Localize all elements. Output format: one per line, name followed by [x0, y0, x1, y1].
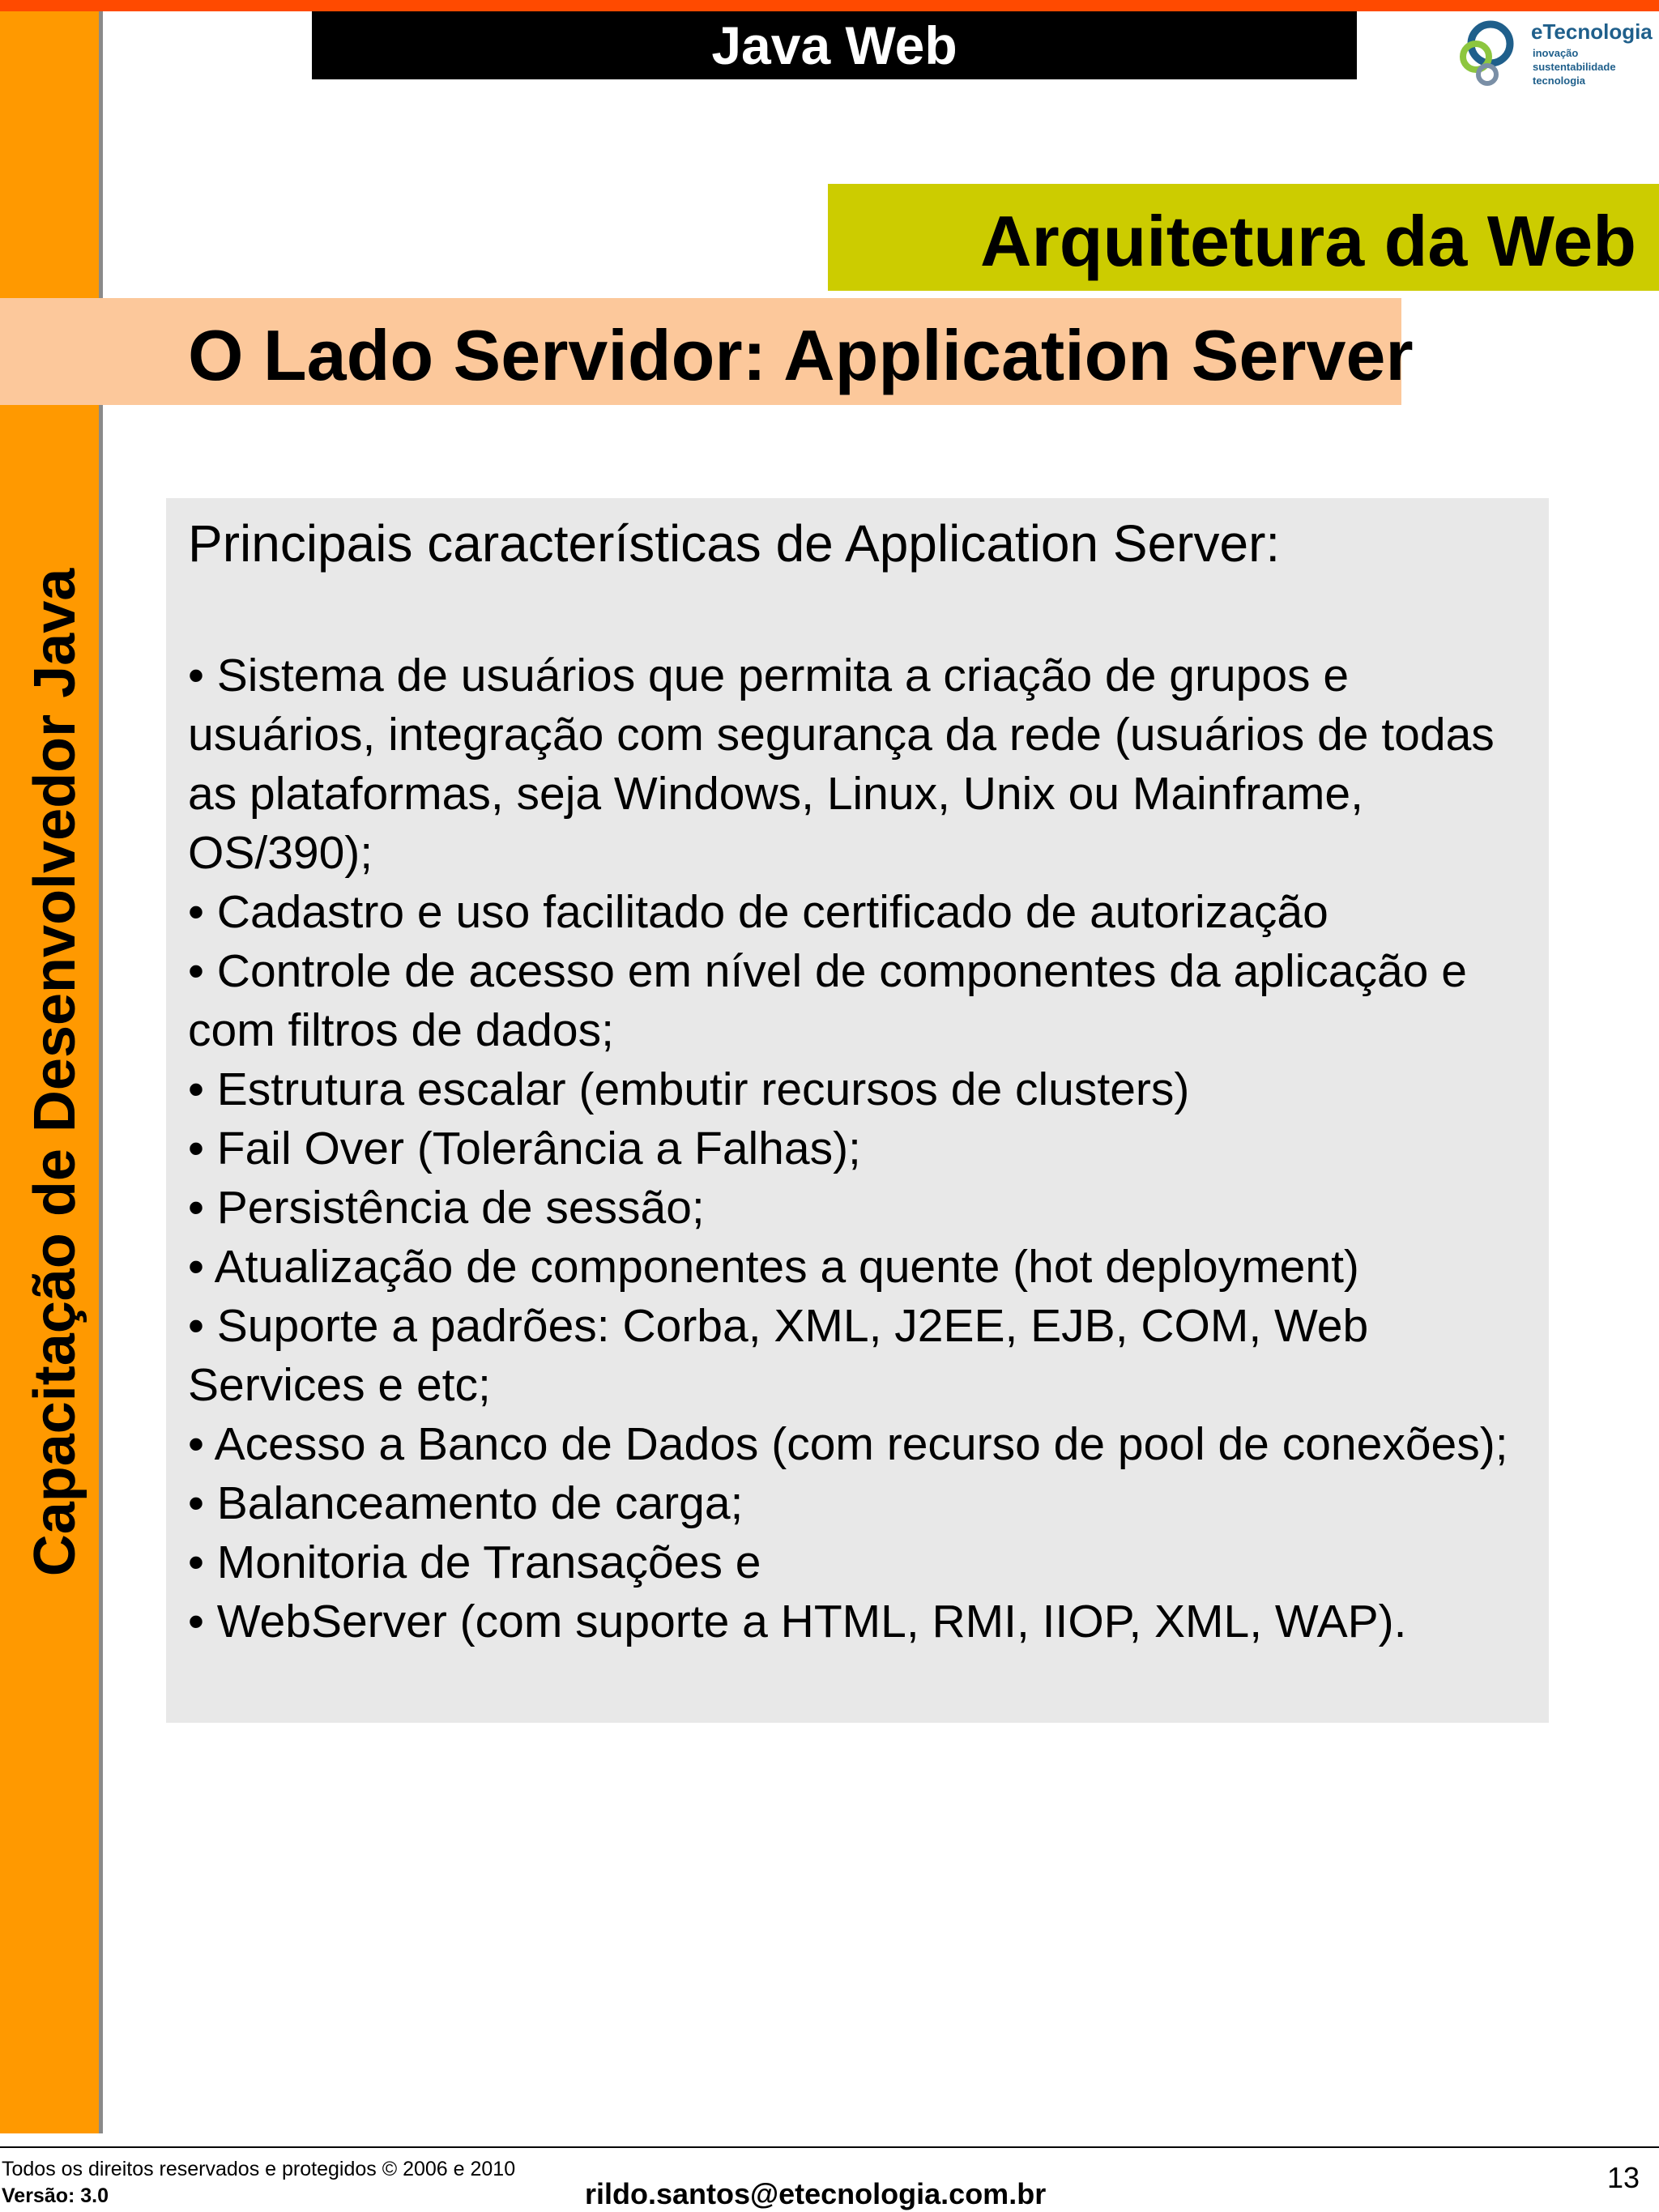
list-item: • WebServer (com suporte a HTML, RMI, IIOP, XML, WAP). — [188, 1596, 1407, 1647]
list-item: • Sistema de usuários que permita a criação de grupos e usuários, integração com segurança da rede (usuários de todas as plataformas, seja Windows, Linux, Unix ou Mainframe, OS/390); — [188, 650, 1495, 879]
header-bar — [312, 11, 1357, 79]
list-item: • Acesso a Banco de Dados (com recurso de pool de conexões); — [188, 1418, 1508, 1470]
footer-version: Versão: 3.0 — [2, 2184, 109, 2207]
side-banner-title: Capacitação de Desenvolvedor Java — [23, 568, 87, 1577]
header-title: Java Web — [711, 15, 957, 75]
bullet-list — [188, 646, 1541, 1652]
list-item: • Suporte a padrões: Corba, XML, J2EE, EJB, COM, Web Services e etc; — [188, 1300, 1369, 1411]
page-number: 13 — [1606, 2161, 1640, 2194]
content-heading: Principais características de Application Server: — [188, 514, 1281, 573]
list-item: • Monitoria de Transações e — [188, 1536, 761, 1588]
slide-subtitle: O Lado Servidor: Application Server — [188, 315, 1414, 395]
logo-tagline: inovação — [1533, 47, 1579, 59]
logo-brand-text: eTecnologia — [1531, 19, 1653, 44]
list-item: • Persistência de sessão; — [188, 1182, 705, 1234]
list-item: • Fail Over (Tolerância a Falhas); — [188, 1123, 861, 1174]
company-logo — [1450, 16, 1653, 97]
list-item: • Balanceamento de carga; — [188, 1477, 744, 1529]
linked-rings-logo-icon — [1450, 16, 1531, 97]
list-item: • Controle de acesso em nível de componentes da aplicação e com filtros de dados; — [188, 945, 1467, 1056]
section-banner — [828, 184, 1659, 291]
section-title: Arquitetura da Web — [979, 201, 1636, 281]
list-item: • Estrutura escalar (embutir recursos de clusters) — [188, 1063, 1190, 1115]
footer-email: rildo.santos@etecnologia.com.br — [585, 2177, 1047, 2210]
logo-tagline: sustentabilidade — [1533, 61, 1616, 73]
list-item: • Atualização de componentes a quente (hot deployment) — [188, 1241, 1359, 1293]
list-item: • Cadastro e uso facilitado de certificado de autorização — [188, 886, 1328, 938]
footer-divider — [0, 2146, 1659, 2148]
footer-copyright: Todos os direitos reservados e protegidos © 2006 e 2010 — [2, 2158, 516, 2180]
subtitle-banner — [0, 298, 1414, 405]
top-accent-stripe — [0, 0, 1659, 11]
logo-tagline: tecnologia — [1533, 75, 1586, 87]
content-box — [166, 498, 1549, 1723]
